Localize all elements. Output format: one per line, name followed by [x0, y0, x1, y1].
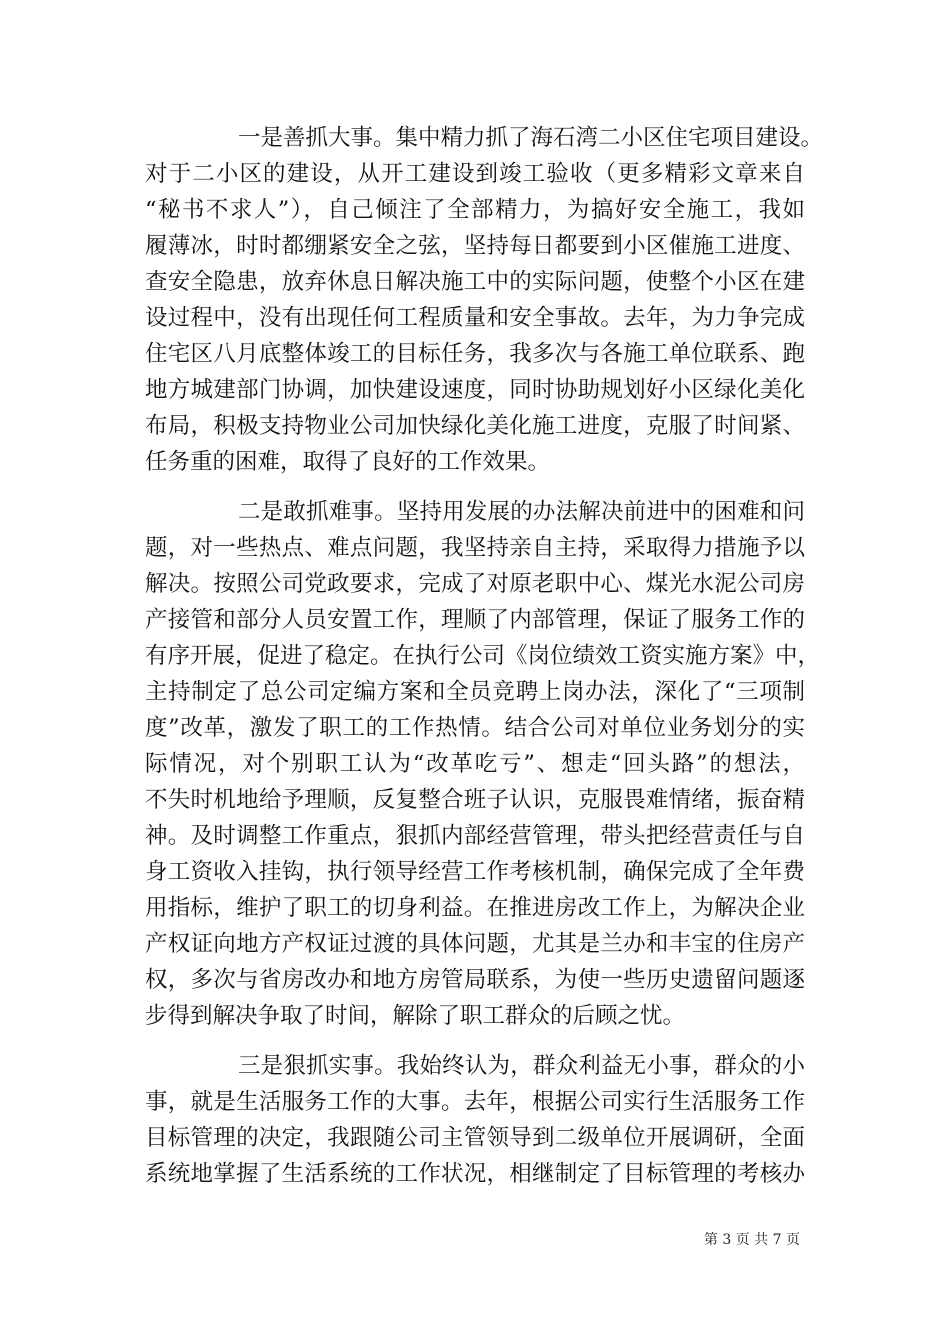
paragraph-3-line-3: 目标管理的决定，我跟随公司主管领导到二级单位开展调研，全面	[145, 1125, 805, 1151]
paragraph-2-line-11: 身工资收入挂钩，执行领导经营工作考核机制，确保完成了全年费	[145, 859, 805, 885]
paragraph-3-line-4: 系统地掌握了生活系统的工作状况，相继制定了目标管理的考核办	[145, 1161, 805, 1187]
paragraph-1-line-8: 地方城建部门协调，加快建设速度，同时协助规划好小区绿化美化	[145, 377, 805, 403]
paragraph-3-line-1: 三是狠抓实事。我始终认为，群众利益无小事，群众的小	[238, 1053, 805, 1079]
paragraph-1-line-5: 查安全隐患，放弃休息日解决施工中的实际问题，使整个小区在建	[145, 269, 805, 295]
paragraph-1-line-9: 布局，积极支持物业公司加快绿化美化施工进度，克服了时间紧、	[145, 413, 805, 439]
paragraph-1-line-7: 住宅区八月底整体竣工的目标任务，我多次与各施工单位联系、跑	[145, 341, 805, 367]
paragraph-2-line-13: 产权证向地方产权证过渡的具体问题，尤其是兰办和丰宝的住房产	[145, 931, 805, 957]
paragraph-2-line-2: 题，对一些热点、难点问题，我坚持亲自主持，采取得力措施予以	[145, 535, 805, 561]
paragraph-2-line-12: 用指标，维护了职工的切身利益。在推进房改工作上，为解决企业	[145, 895, 805, 921]
paragraph-2-line-9: 不失时机地给予理顺，反复整合班子认识，克服畏难情绪，振奋精	[145, 787, 805, 813]
paragraph-1-line-3: “秘书不求人”），自己倾注了全部精力，为搞好安全施工，我如	[145, 197, 805, 223]
paragraph-2-line-15: 步得到解决争取了时间，解除了职工群众的后顾之忧。	[145, 1003, 686, 1029]
paragraph-1-line-1: 一是善抓大事。集中精力抓了海石湾二小区住宅项目建设。	[238, 125, 824, 151]
paragraph-1-line-10: 任务重的困难，取得了良好的工作效果。	[145, 449, 551, 475]
paragraph-1-line-2: 对于二小区的建设，从开工建设到竣工验收（更多精彩文章来自	[145, 161, 805, 187]
paragraph-2-line-5: 有序开展，促进了稳定。在执行公司《岗位绩效工资实施方案》中，	[145, 643, 821, 669]
paragraph-2-line-14: 权，多次与省房改办和地方房管局联系，为使一些历史遗留问题逐	[145, 967, 805, 993]
paragraph-2-line-8: 际情况，对个别职工认为“改革吃亏”、想走“回头路”的想法，	[145, 751, 805, 777]
page-number-footer: 第 3 页 共 7 页	[703, 1232, 800, 1248]
paragraph-2-line-10: 神。及时调整工作重点，狠抓内部经营管理，带头把经营责任与自	[145, 823, 805, 849]
paragraph-2-line-4: 产接管和部分人员安置工作，理顺了内部管理，保证了服务工作的	[145, 607, 805, 633]
paragraph-1-line-6: 设过程中，没有出现任何工程质量和安全事故。去年，为力争完成	[145, 305, 805, 331]
paragraph-1-line-4: 履薄冰，时时都绷紧安全之弦，坚持每日都要到小区催施工进度、	[145, 233, 805, 259]
paragraph-2-line-3: 解决。按照公司党政要求，完成了对原老职中心、煤光水泥公司房	[145, 571, 805, 597]
paragraph-2-line-1: 二是敢抓难事。坚持用发展的办法解决前进中的困难和问	[238, 499, 805, 525]
paragraph-2-line-7: 度”改革，激发了职工的工作热情。结合公司对单位业务划分的实	[145, 715, 805, 741]
paragraph-2-line-6: 主持制定了总公司定编方案和全员竞聘上岗办法，深化了“三项制	[145, 679, 805, 705]
paragraph-3-line-2: 事，就是生活服务工作的大事。去年，根据公司实行生活服务工作	[145, 1089, 805, 1115]
